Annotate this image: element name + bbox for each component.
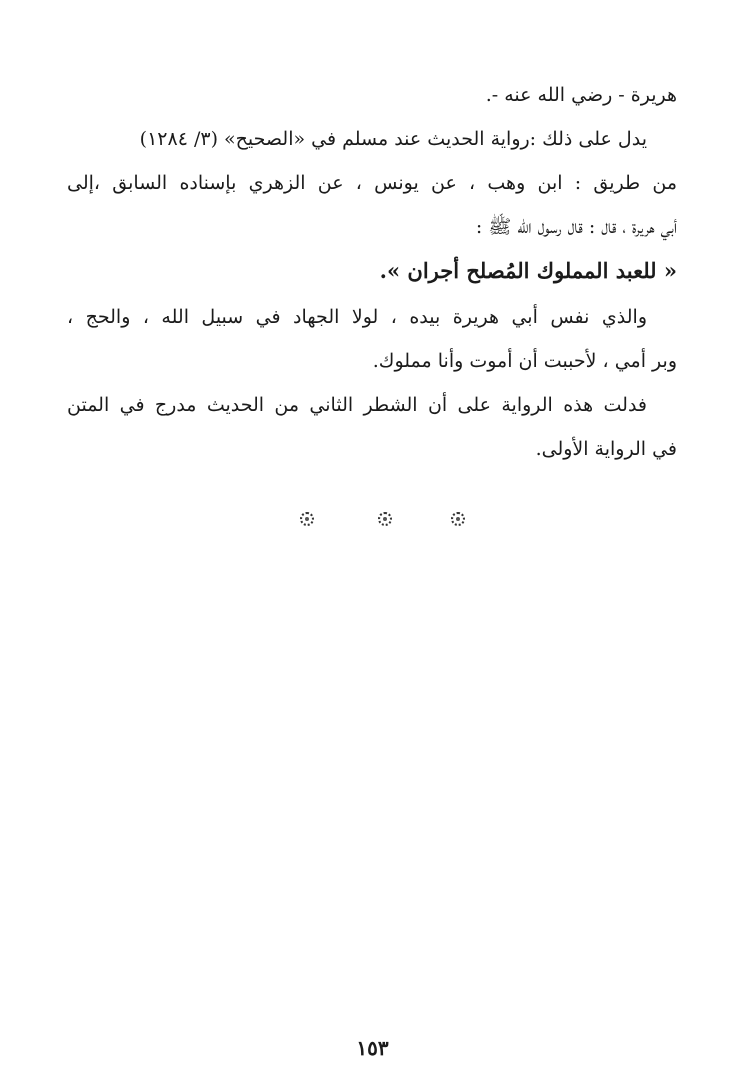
page-number: ١٥٣ (356, 1036, 389, 1060)
ornament-icon (300, 512, 314, 526)
text-line-1: هريرة - رضي الله عنه -. (485, 84, 677, 106)
text-line-8: فدلت هذه الرواية على أن الشطر الثاني من الحديث مدرج في المتن (67, 394, 647, 416)
text-line-6: والذي نفس أبي هريرة بيده ، لولا الجهاد في سبيل الله ، والحج ، (67, 306, 647, 328)
text-line-3: من طريق : ابن وهب ، عن يونس ، عن الزهري بإسناده السابق ،إلى (67, 172, 677, 194)
text-line-2: يدل على ذلك :رواية الحديث عند مسلم في «الصحيح» (٣/ ١٢٨٤) (139, 128, 647, 150)
text-line-4: أبي هريرة ، قال : قال رسول الله ﷺ : (475, 216, 677, 238)
ornament-icon (378, 512, 392, 526)
section-separator (0, 508, 745, 530)
ornament-icon (451, 512, 465, 526)
text-line-9: في الرواية الأولى. (535, 438, 677, 460)
text-line-7: وبر أمي ، لأحببت أن أموت وأنا مملوك. (372, 350, 677, 372)
hadith-quote: « للعبد المملوك المُصلح أجران ». (379, 258, 677, 283)
